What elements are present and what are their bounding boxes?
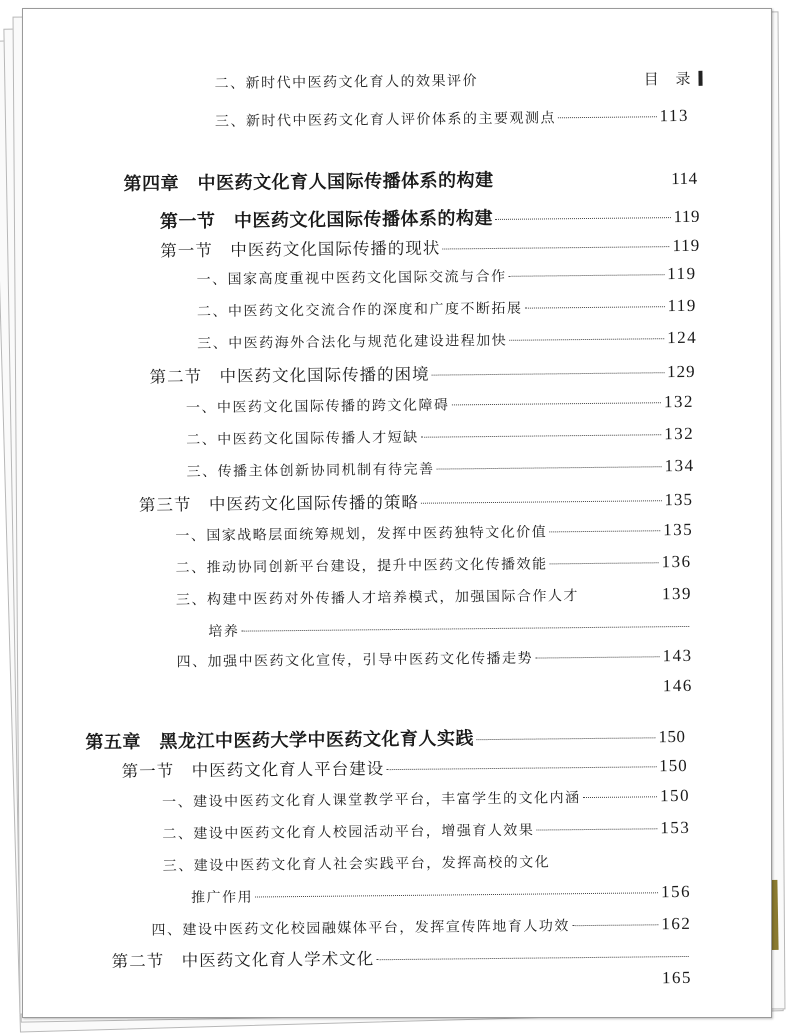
leader-dots [432, 372, 664, 375]
toc-entry[interactable] [215, 106, 689, 131]
toc-entry-title: 二、新时代中医药文化育人的效果评价 [214, 73, 479, 92]
toc-entry-title: 第一节 中医药文化育人平台建设 [121, 759, 385, 781]
toc-entry[interactable] [214, 68, 654, 93]
toc-entry[interactable] [186, 392, 694, 417]
toc-entry-title: 三、传播主体创新协同机制有待完善 [186, 461, 435, 481]
toc-entry-title: 第五章 黑龙江中医药大学中医药文化育人实践 [85, 728, 475, 754]
toc-entry-page: 134 [664, 455, 695, 476]
toc-entry-title: 二、中医药文化交流合作的深度和广度不断拓展 [196, 300, 523, 321]
toc-entry-page: 150 [659, 785, 691, 806]
toc-entry-title: 三、中医药海外合法化与规范化建设进程加快 [197, 332, 508, 353]
leader-dots [241, 626, 689, 632]
spacer [114, 979, 659, 985]
toc-entry[interactable] [186, 456, 694, 481]
toc-entry[interactable] [197, 328, 697, 353]
toc-entry[interactable] [85, 722, 685, 754]
toc-entry[interactable] [149, 358, 695, 388]
toc-entry-page: 156 [660, 881, 692, 902]
toc-entry-page: 113 [659, 105, 689, 126]
toc-entry-title: 三、构建中医药对外传播人才培养模式，加强国际合作人才 [175, 588, 580, 609]
toc-entry-page: 132 [663, 391, 694, 412]
toc-entry-title: 第一节 中医药文化国际传播的现状 [160, 238, 441, 261]
toc-content [18, 5, 777, 1021]
toc-entry[interactable] [208, 616, 692, 641]
toc-entry[interactable] [176, 584, 692, 609]
leader-dots [549, 530, 660, 532]
toc-entry-title: 第三节 中医药文化国际传播的策略 [138, 492, 420, 515]
toc-entry-title: 三、建设中医药文化育人社会实践平台，发挥高校的文化 [162, 854, 551, 875]
toc-entry-page: 143 [662, 645, 693, 666]
toc-entry-title: 二、中医药文化国际传播人才短缺 [186, 429, 419, 449]
toc-entry[interactable] [123, 164, 697, 196]
header-title: 目 录 [643, 69, 697, 89]
toc-entry[interactable] [197, 296, 697, 321]
spacer [581, 595, 659, 596]
toc-entry-title: 一、中医药文化国际传播的跨文化障碍 [185, 397, 450, 417]
toc-entry-page: 150 [658, 726, 686, 747]
toc-entry[interactable] [162, 786, 690, 812]
toc-entry-page: 119 [667, 263, 697, 284]
toc-entry-page: 165 [661, 967, 693, 988]
toc-entry-title: 推广作用 [190, 889, 254, 907]
toc-entry[interactable] [163, 850, 691, 876]
toc-entry-page: 119 [667, 295, 697, 316]
toc-entry-title: 三、新时代中医药文化育人评价体系的主要观测点 [214, 110, 557, 130]
toc-entry-title: 二、建设中医药文化育人校园活动平台，增强育人效果 [162, 822, 535, 843]
toc-entry-page: 146 [662, 675, 693, 696]
leader-dots [583, 796, 658, 798]
spacer [194, 687, 659, 692]
leader-dots [535, 656, 660, 658]
leader-dots [536, 828, 657, 830]
leader-dots [558, 116, 657, 118]
toc-entry[interactable] [139, 486, 693, 516]
toc-entry-page: 135 [663, 519, 694, 540]
toc-entry-page: 136 [661, 551, 692, 572]
toc-entry[interactable] [160, 232, 700, 262]
toc-entry-page: 119 [673, 206, 701, 227]
toc-entry-title: 四、加强中医药文化宣传，引导中医药文化传播走势 [176, 650, 534, 671]
toc-entry[interactable] [176, 646, 692, 671]
toc-entry-page: 139 [661, 583, 692, 604]
toc-entry[interactable] [151, 914, 691, 940]
toc-entry[interactable] [175, 520, 693, 545]
toc-entry-title: 二、推动协同创新平台建设，提升中医药文化传播效能 [175, 556, 548, 577]
spacer [496, 180, 669, 182]
leader-dots [442, 246, 669, 249]
leader-dots [495, 217, 671, 220]
toc-entry[interactable] [112, 968, 692, 994]
toc-entry-title: 第二节 中医药文化国际传播的困境 [149, 364, 430, 387]
toc-entry-page: 129 [666, 361, 696, 382]
leader-dots [476, 737, 656, 740]
leader-dots [421, 434, 661, 438]
leader-dots [386, 766, 656, 770]
toc-entry-page: 153 [660, 817, 691, 838]
toc-entry-title: 四、建设中医药文化校园融媒体平台，发挥宣传阵地育人功效 [151, 918, 570, 939]
toc-entry-page: 124 [667, 327, 698, 348]
toc-entry-title: 一、国家高度重视中医药文化国际交流与合作 [196, 268, 507, 289]
toc-entry-title: 一、建设中医药文化育人课堂教学平台，丰富学生的文化内涵 [161, 790, 581, 811]
toc-entry[interactable] [186, 424, 694, 449]
leader-dots [550, 562, 659, 564]
toc-entry[interactable] [160, 202, 700, 234]
toc-entry[interactable] [191, 882, 691, 907]
toc-entry[interactable] [177, 676, 693, 701]
leader-dots [376, 956, 688, 960]
header-bar-icon [698, 71, 702, 86]
toc-entry[interactable] [196, 264, 696, 289]
toc-entry-page: 150 [659, 755, 688, 776]
toc-entry-page: 132 [664, 423, 695, 444]
toc-entry[interactable] [175, 552, 691, 577]
toc-entry-title: 第二节 中医药文化育人学术文化 [111, 949, 375, 972]
leader-dots [421, 500, 661, 504]
toc-page [22, 8, 772, 1018]
toc-entry[interactable] [112, 942, 692, 972]
toc-entry-title: 第一节 中医药文化国际传播体系的构建 [159, 207, 494, 233]
leader-dots [572, 924, 659, 926]
toc-entry-page: 119 [672, 235, 701, 256]
toc-entry-title: 培养 [208, 623, 240, 640]
toc-entry-page: 114 [671, 168, 698, 189]
leader-dots [451, 402, 660, 405]
leader-dots [509, 338, 664, 341]
toc-entry[interactable] [122, 752, 688, 782]
toc-entry-page: 162 [661, 913, 692, 934]
toc-entry[interactable] [162, 818, 690, 844]
leader-dots [524, 306, 664, 308]
toc-entry-title: 第四章 中医药文化育人国际传播体系的构建 [123, 169, 494, 195]
leader-dots [437, 466, 662, 469]
leader-dots [255, 892, 658, 897]
leader-dots [509, 274, 665, 277]
toc-entry-title: 一、国家战略层面统筹规划，发挥中医药独特文化价值 [175, 524, 548, 545]
toc-entry-page: 135 [664, 489, 694, 510]
